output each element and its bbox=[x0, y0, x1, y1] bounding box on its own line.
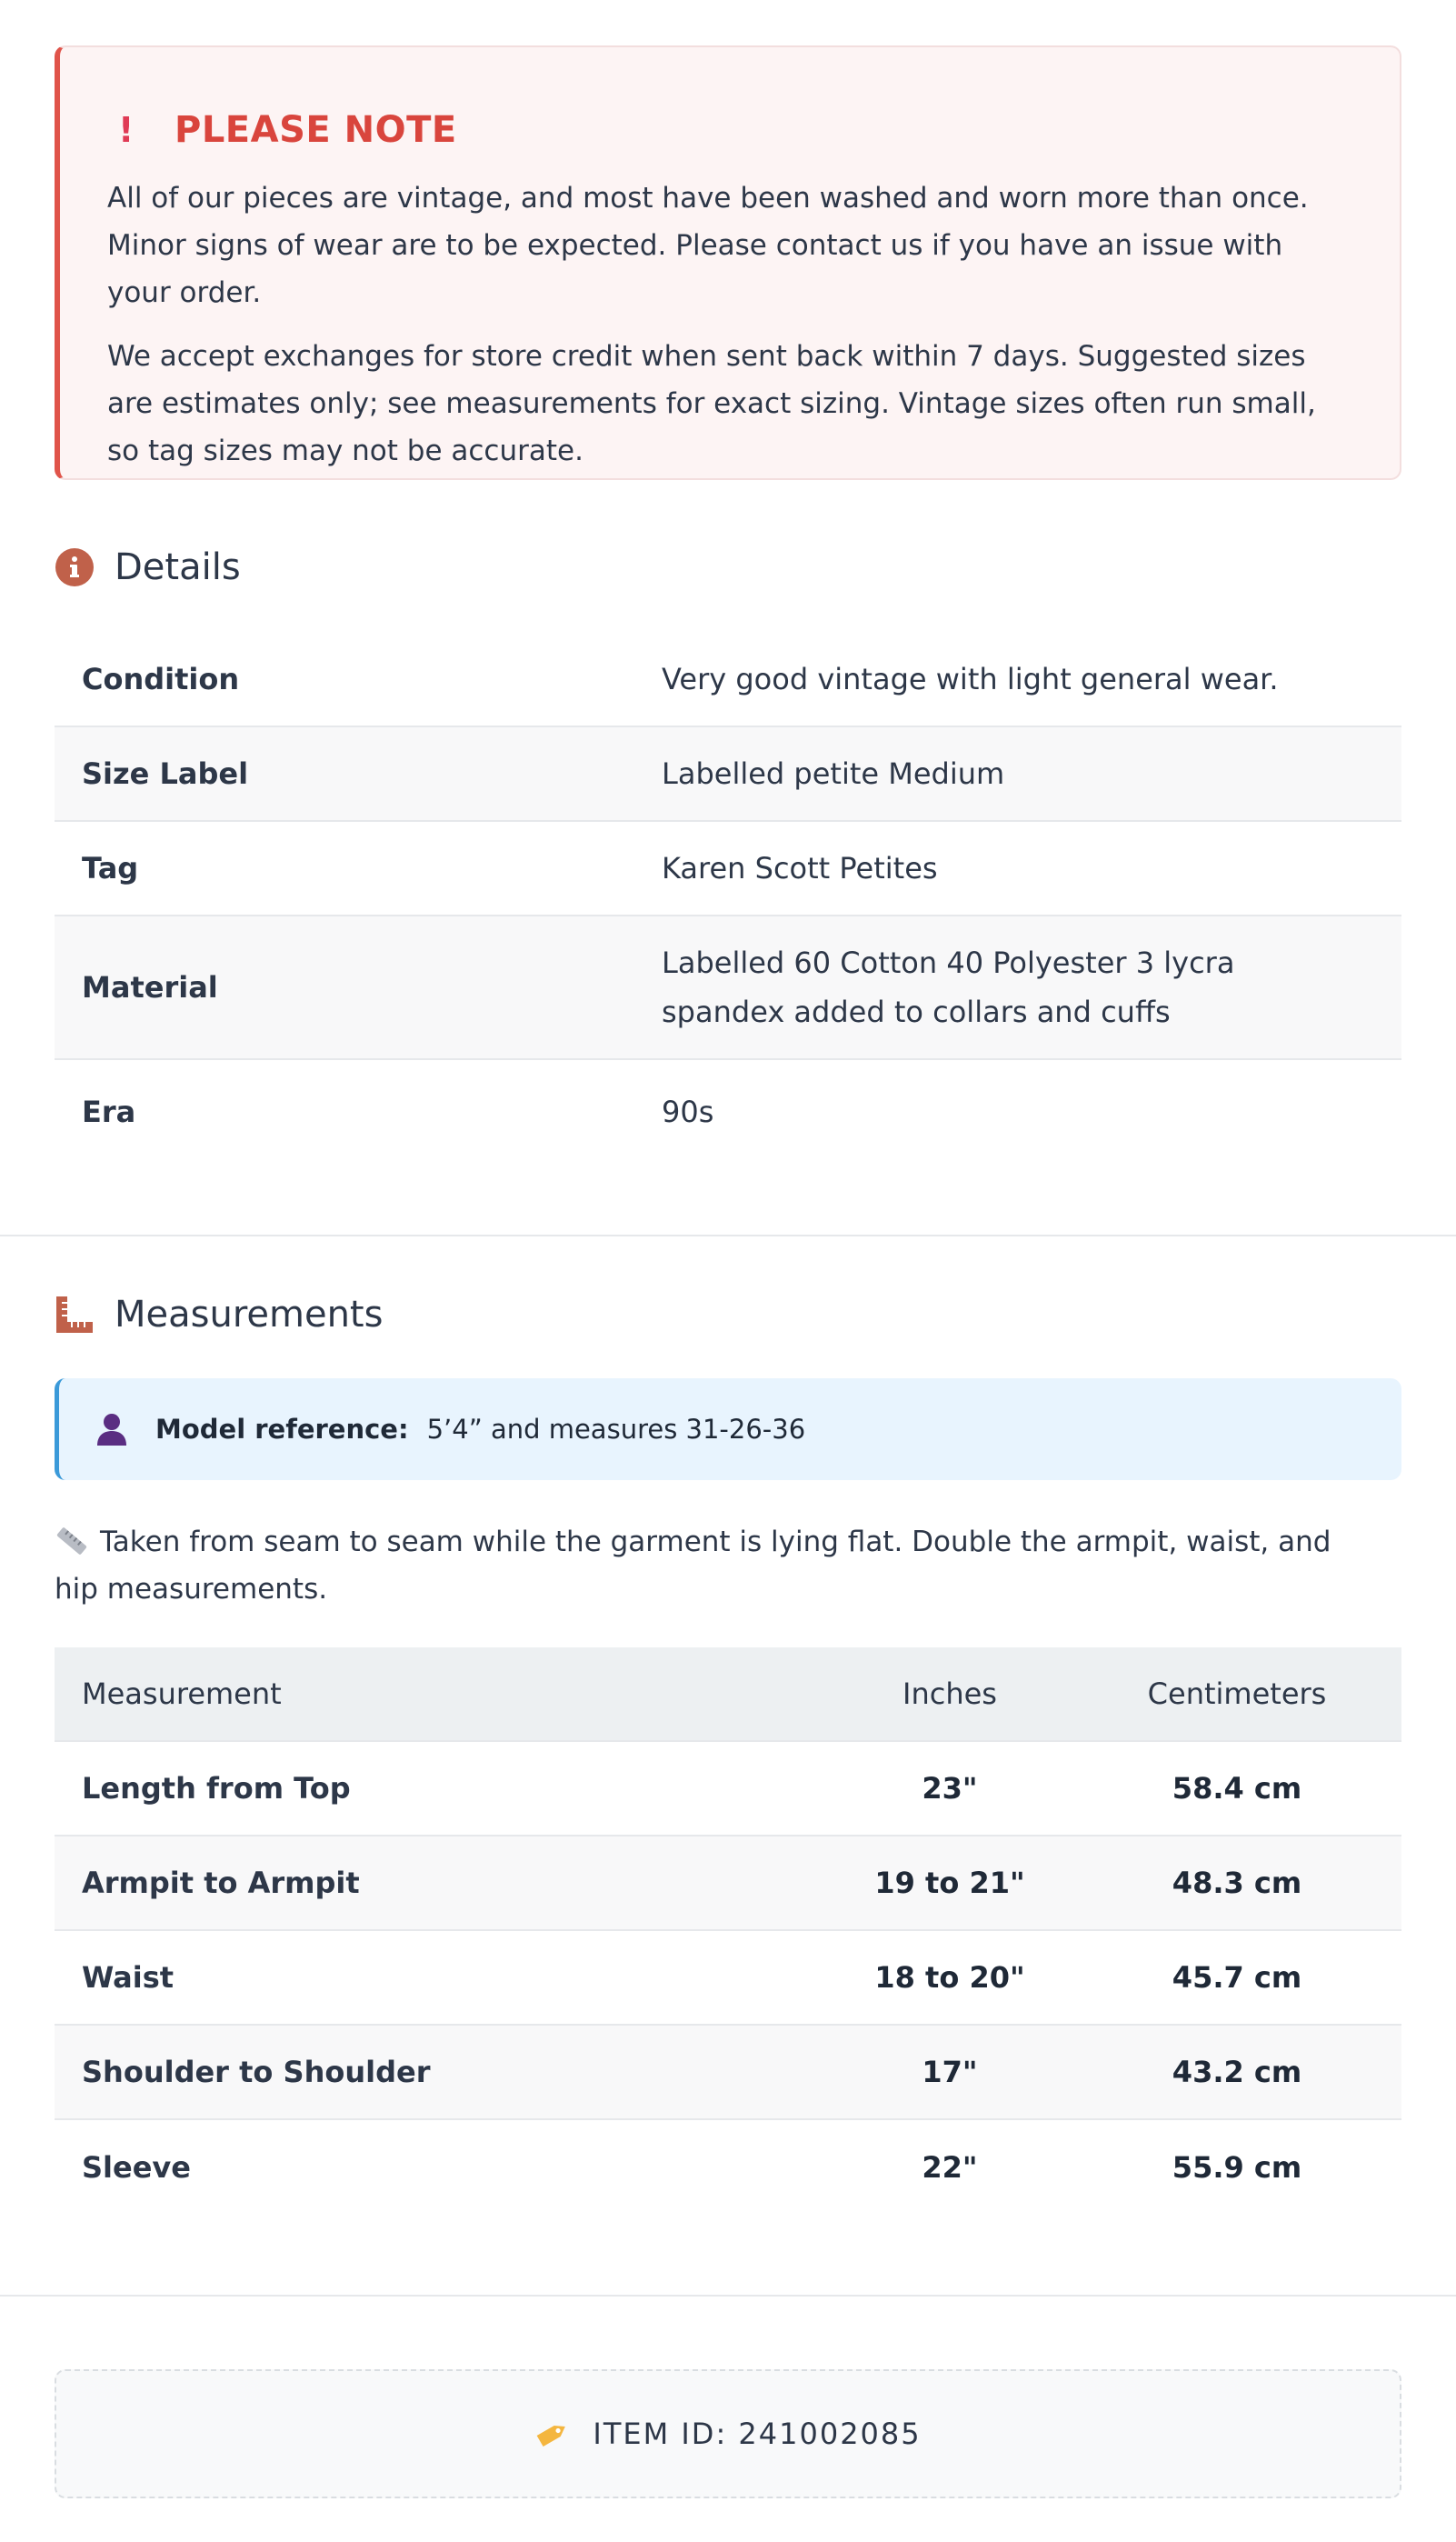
measurement-cm: 48.3 cm bbox=[1172, 1866, 1302, 1900]
details-row-material bbox=[55, 916, 1401, 1060]
model-reference-label: Model reference: bbox=[155, 1414, 409, 1445]
column-header: Measurement bbox=[82, 1676, 282, 1711]
section-divider bbox=[0, 2295, 1456, 2297]
notice-paragraph-2: We accept exchanges for store credit when sent back within 7 days. Suggested sizes are estimates only; see measurements for exact sizing. Vintage sizes often run small, so tag sizes may not be accurate. bbox=[107, 340, 1316, 467]
details-label: Tag bbox=[82, 851, 139, 886]
column-header: Inches bbox=[903, 1676, 997, 1711]
model-reference-box bbox=[55, 1378, 1401, 1480]
details-label: Material bbox=[82, 970, 218, 1005]
please-note-box bbox=[55, 45, 1401, 480]
measurements-header bbox=[55, 1287, 383, 1342]
model-reference-value: 5’4” and measures 31-26-36 bbox=[426, 1414, 806, 1445]
details-table bbox=[55, 633, 1401, 1164]
item-id-box bbox=[55, 2369, 1401, 2498]
notice-header bbox=[107, 104, 1349, 156]
measurement-cm: 43.2 cm bbox=[1172, 2055, 1302, 2089]
measurement-inches: 18 to 20" bbox=[874, 1960, 1025, 1995]
measurements-table bbox=[55, 1647, 1401, 2215]
measurement-inches: 17" bbox=[922, 2055, 978, 2089]
details-row-size-label bbox=[55, 727, 1401, 822]
details-row-era bbox=[55, 1060, 1401, 1164]
details-header bbox=[55, 540, 241, 595]
table-header-row bbox=[55, 1647, 1401, 1742]
table-row bbox=[55, 2026, 1401, 2120]
measurement-name: Armpit to Armpit bbox=[82, 1866, 360, 1900]
details-label: Era bbox=[82, 1095, 136, 1129]
details-title: Details bbox=[115, 546, 241, 588]
exclamation-icon: ! bbox=[118, 110, 135, 150]
table-row bbox=[55, 1931, 1401, 2026]
measurement-cm: 58.4 cm bbox=[1172, 1771, 1302, 1806]
notice-paragraph-1: All of our pieces are vintage, and most have been washed and worn more than once. Minor signs of wear are to be expected. Please contact us if you have an issue with your order. bbox=[107, 182, 1309, 309]
measurement-name: Length from Top bbox=[82, 1771, 351, 1806]
measurement-name: Shoulder to Shoulder bbox=[82, 2055, 431, 2089]
measurement-name: Sleeve bbox=[82, 2150, 191, 2185]
details-row-condition bbox=[55, 633, 1401, 727]
item-id-text: ITEM ID: 241002085 bbox=[593, 2417, 922, 2451]
measurement-cm: 55.9 cm bbox=[1172, 2150, 1302, 2185]
ruler-icon bbox=[55, 1295, 95, 1335]
measurements-title: Measurements bbox=[115, 1294, 384, 1336]
details-label: Condition bbox=[82, 662, 240, 696]
table-row bbox=[55, 1742, 1401, 1836]
details-value: Very good vintage with light general wear. bbox=[662, 662, 1279, 696]
notice-title: PLEASE NOTE bbox=[175, 109, 457, 151]
measurement-cm: 45.7 cm bbox=[1172, 1960, 1302, 1995]
details-value: Labelled 60 Cotton 40 Polyester 3 lycra spandex added to collars and cuffs bbox=[662, 946, 1235, 1029]
person-icon bbox=[94, 1411, 130, 1447]
section-divider bbox=[0, 1235, 1456, 1236]
info-icon bbox=[55, 547, 95, 587]
tag-icon bbox=[534, 2418, 571, 2449]
measurement-instructions bbox=[55, 1518, 1372, 1613]
details-value: Karen Scott Petites bbox=[662, 851, 938, 886]
details-value: Labelled petite Medium bbox=[662, 756, 1005, 791]
measurement-name: Waist bbox=[82, 1960, 175, 1995]
details-value: 90s bbox=[662, 1095, 714, 1129]
instructions-text: Taken from seam to seam while the garment is lying flat. Double the armpit, waist, and hip measurements. bbox=[55, 1526, 1331, 1606]
column-header: Centimeters bbox=[1147, 1676, 1327, 1711]
measurement-inches: 23" bbox=[922, 1771, 978, 1806]
table-row bbox=[55, 2120, 1401, 2215]
measurement-inches: 19 to 21" bbox=[874, 1866, 1025, 1900]
details-row-tag bbox=[55, 822, 1401, 916]
ruler-icon bbox=[55, 1524, 89, 1555]
measurement-inches: 22" bbox=[922, 2150, 978, 2185]
table-row bbox=[55, 1836, 1401, 1931]
details-label: Size Label bbox=[82, 756, 249, 791]
